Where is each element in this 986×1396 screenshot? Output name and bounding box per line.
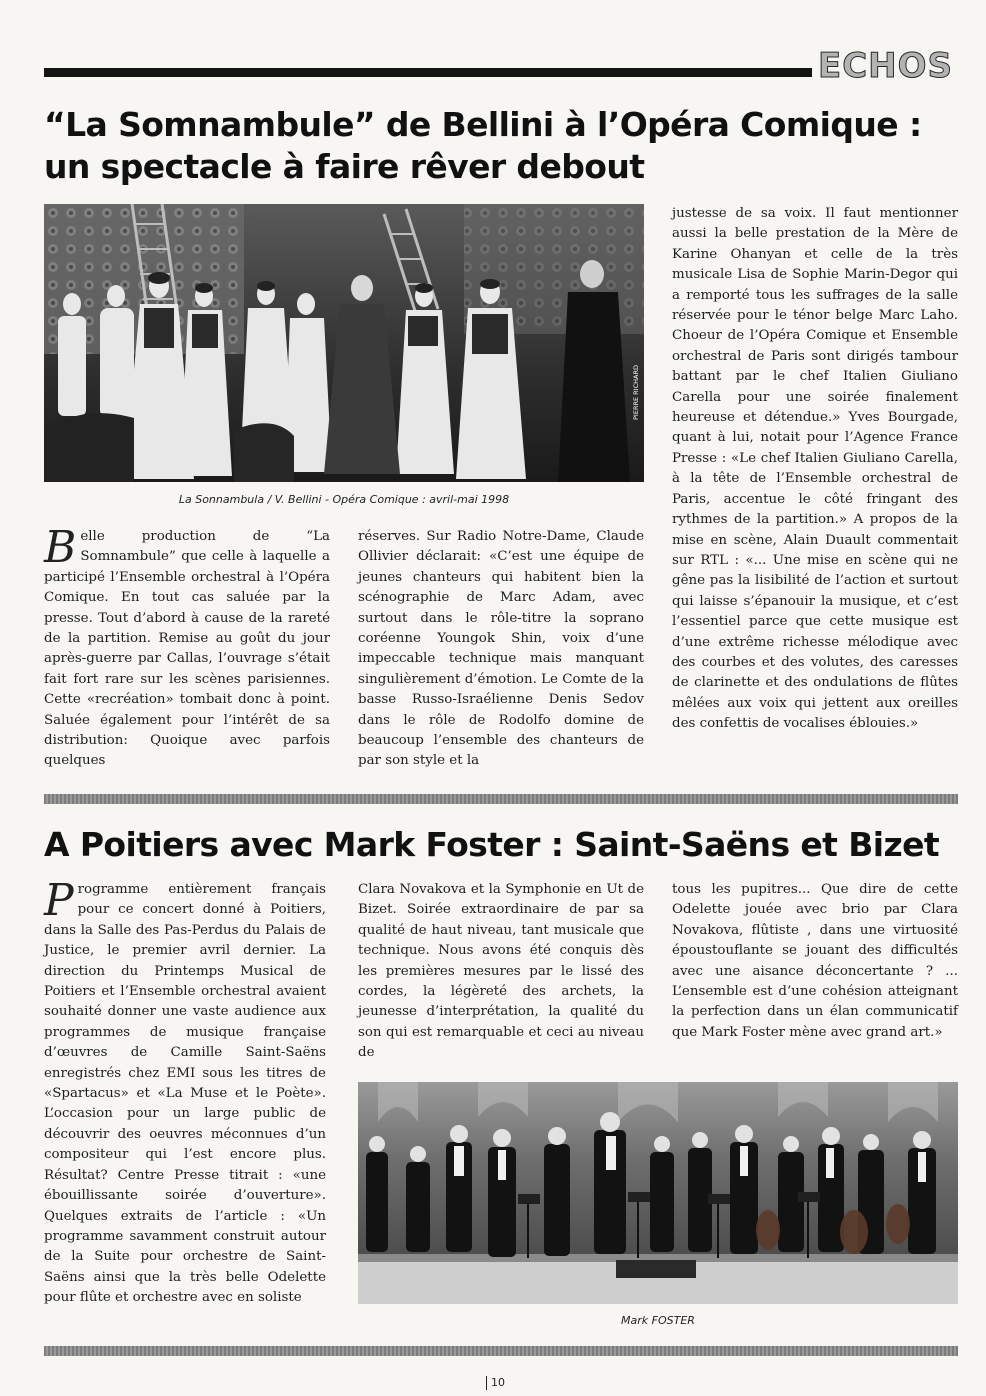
section-divider (44, 794, 958, 804)
photo-caption-opera: La Sonnambula / V. Bellini - Opéra Comique : avril-mai 1998 (178, 493, 510, 506)
article1-column-3: justesse de sa voix. Il faut mentionner aussi la belle prestation de la Mère de Karine Ohanyan et celle de la très musicale Lisa de Sophie Marin-Degor qui a remporté tous les suffrages de la salle réservée pour le ténor belge Marc Laho. Choeur de l’Opéra Comique et Ensemble orchestral de Paris sont dirigés tambour battant par le chef Italien Giuliano Carella pour une soirée finalement heureuse et détendue.» Yves Bourgade, quant à lui, notait pour l’Agence France Presse : «Le chef Italien Giuliano Carella, à la tête de l’Ensemble orchestral de Paris, accentue le côté fringant des rythmes de la partition.» A propos de la mise en scène, Alain Duault commentait sur RTL : «... Une mise en scène qui ne gêne pas la lisibilité de l’action et surtout qui laisse s’épanouir la musique, et c’est l’essentiel parce que cette musique est d’une extrême richesse mélodique avec des courbes et des volutes, des caresses de clarinette et des ondulations de flûtes mêlées aux voix qui jettent aux oreilles des confettis de vocalises éblouies.» (672, 206, 958, 732)
article2-column-1 (44, 875, 326, 1309)
header-rule (44, 68, 812, 77)
dropcap-p: P (44, 875, 74, 926)
opera-stage-photo (44, 204, 644, 482)
bottom-divider (44, 1346, 958, 1356)
article1-column-1-text: elle production de “La Somnambule” que celle à laquelle a participé l’Ensemble orchestral à l’Opéra Comique. En tout cas saluée par la presse. Tout d’abord à cause de la rareté de la partition. Remise au goût du jour après-guerre par Callas, l’ouvrage s’était fait fort rare sur les scènes parisiennes. Cette «recréation» tombait donc à point. Saluée également pour l’intérêt de sa distribution: Quoique avec parfois quelques (44, 529, 330, 769)
article1-title-line2: un spectacle à faire rêver debout (44, 147, 645, 186)
photo-credit: PIERRE RICHARD (632, 365, 640, 420)
orchestra-photo (358, 1082, 958, 1304)
article2-column-2: Clara Novakova et la Symphonie en Ut de Bizet. Soirée extraordinaire de par sa qualité de haut niveau, tant musicale que technique. Nous avons été conquis dès les premières mesures par le lissé des cordes, la légèreté des archets, la jeunesse d’interprétation, la qualité du son qui est remarquable et ceci au niveau de (358, 882, 644, 1061)
article1-title (44, 104, 964, 188)
article1-title-line1: “La Somnambule” de Bellini à l’Opéra Comique : (44, 105, 922, 144)
article1-column-2: réserves. Sur Radio Notre-Dame, Claude Ollivier déclarait: «C’est une équipe de jeunes chanteurs qui habitent bien la scénographie de Marc Adam, avec surtout dans le rôle-titre la soprano coréenne Youngok Shin, voix d’une impeccable technique mais manquant singulièrement d’émotion. Le Comte de la basse Russo-Israélienne Denis Sedov dans le rôle de Rodolfo domine de beaucoup l’ensemble des chanteurs de par son style et la (358, 529, 644, 769)
photo-caption-orchestra: Mark FOSTER (621, 1314, 695, 1327)
dropcap-b: B (44, 522, 77, 573)
article2-column-3: tous les pupitres... Que dire de cette Odelette jouée avec brio par Clara Novakova, flûtiste , dans une virtuosité époustouflante se jouant des difficultés avec une aisance déconcertante ? ... L’ensemble est d’une cohésion atteignant la perfection dans un élan communicatif que Mark Foster mène avec grand art.» (672, 882, 958, 1040)
section-label: ECHOS (818, 46, 954, 86)
article2-column-1-text: rogramme entièrement français pour ce concert donné à Poitiers, dans la Salle des Pas-Perdus du Palais de Justice, le premier avril dernier. La direction du Printemps Musical de Poitiers et l’Ensemble orchestral avaient souhaité donner une vaste audience aux programmes de musique française d’œuvres de Camille Saint-Saëns enregistrés chez EMI sous les titres de «Spartacus» et «La Muse et le Poète». L’occasion pour un large public de découvrir des oeuvres méconnues d’un compositeur qui l’est encore plus. Résultat? Centre Presse titrait : «une ébouillissante soirée d’ouverture». Quelques extraits de l’article : «Un programme savamment construit autour de la Suite pour orchestre de Saint-Saëns ainsi que la très belle Odelette pour flûte et orchestre avec en soliste (44, 882, 326, 1306)
article2-title: A Poitiers avec Mark Foster : Saint-Saëns et Bizet (44, 825, 940, 864)
page-number: 10 (486, 1376, 505, 1390)
article1-column-1 (44, 522, 330, 772)
